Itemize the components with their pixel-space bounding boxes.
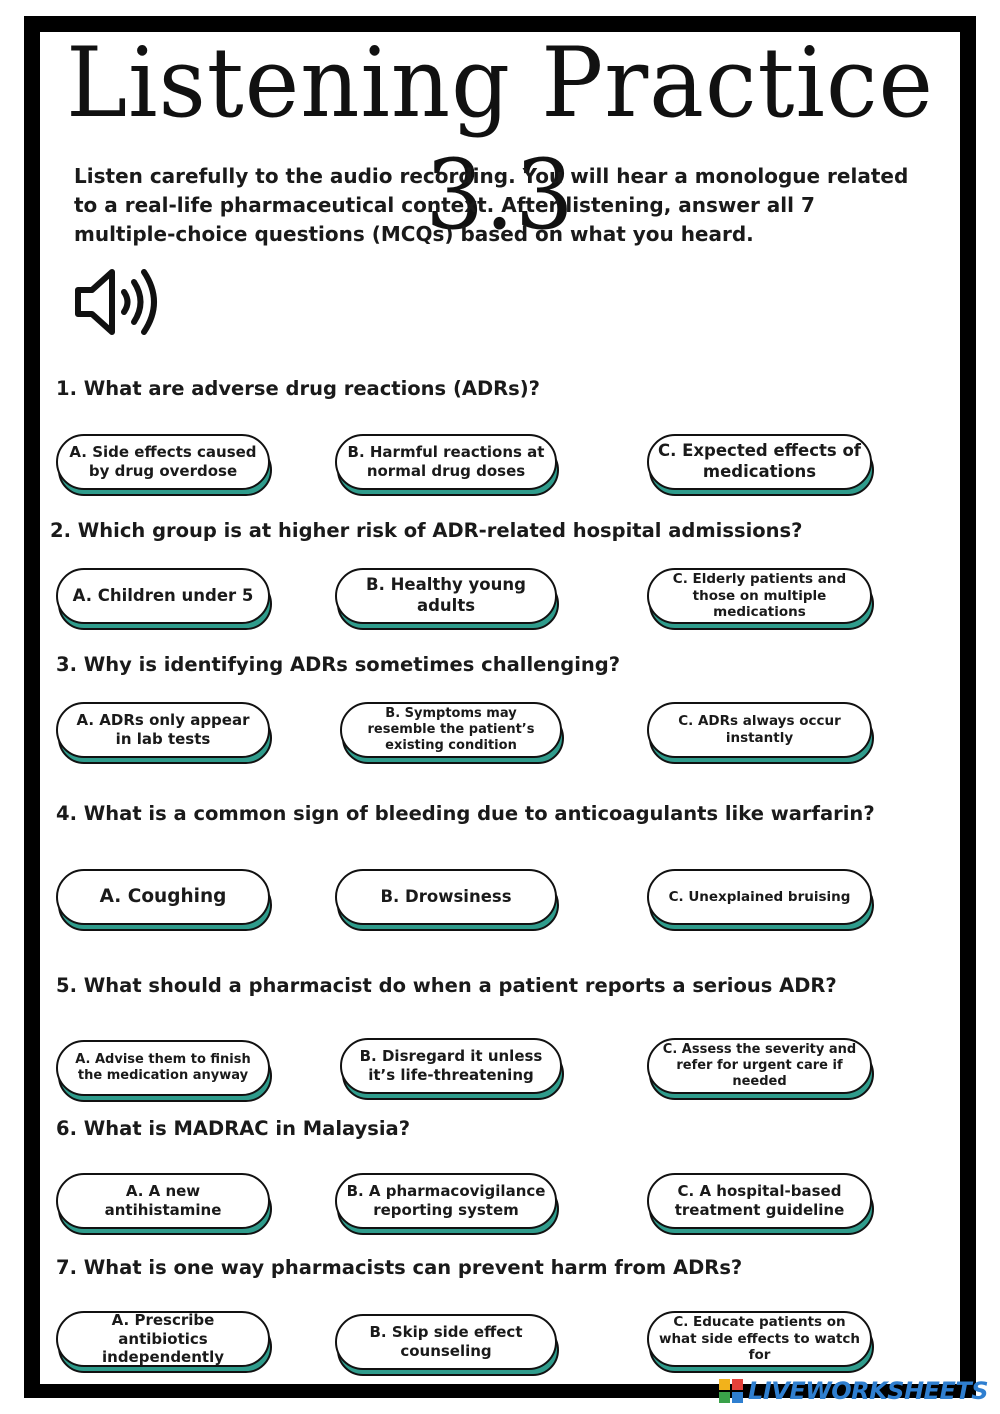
q4-option-b[interactable]: B. Drowsiness [335, 869, 557, 925]
q6-option-b[interactable]: B. A pharmacovigilance reporting system [335, 1173, 557, 1229]
q2-option-b[interactable]: B. Healthy young adults [335, 568, 557, 624]
liveworksheets-logo-icon [718, 1378, 744, 1404]
q7-option-b[interactable]: B. Skip side effect counseling [335, 1314, 557, 1370]
question-7: 7. What is one way pharmacists can prevent harm from ADRs? [56, 1256, 743, 1279]
q2-option-a[interactable]: A. Children under 5 [56, 568, 270, 624]
q1-option-c[interactable]: C. Expected effects of medications [647, 434, 872, 490]
question-6: 6. What is MADRAC in Malaysia? [56, 1117, 411, 1140]
q6-option-c[interactable]: C. A hospital-based treatment guideline [647, 1173, 872, 1229]
q5-option-b[interactable]: B. Disregard it unless it’s life-threatening [340, 1038, 562, 1094]
q6-option-a[interactable]: A. A new antihistamine [56, 1173, 270, 1229]
q3-option-c[interactable]: C. ADRs always occur instantly [647, 702, 872, 758]
question-1: 1. What are adverse drug reactions (ADRs)? [56, 377, 540, 400]
question-4: 4. What is a common sign of bleeding due to anticoagulants like warfarin? [56, 802, 875, 825]
q7-option-a[interactable]: A. Prescribe antibiotics independently [56, 1311, 270, 1367]
q5-option-c[interactable]: C. Assess the severity and refer for urgent care if needed [647, 1038, 872, 1094]
instructions: Listen carefully to the audio recording. You will hear a monologue related to a real-life pharmaceutical context. After listening, answer all 7 multiple-choice questions (MCQs) based on what you heard. [74, 164, 909, 246]
q4-option-a[interactable]: A. Coughing [56, 869, 270, 925]
q2-option-c[interactable]: C. Elderly patients and those on multiple medications [647, 568, 872, 624]
question-3: 3. Why is identifying ADRs sometimes challenging? [56, 653, 621, 676]
page-title: Listening Practice 3.3 [66, 26, 934, 252]
q7-option-c[interactable]: C. Educate patients on what side effects to watch for [647, 1311, 872, 1367]
q5-option-a[interactable]: A. Advise them to finish the medication anyway [56, 1040, 270, 1096]
q1-option-b[interactable]: B. Harmful reactions at normal drug doses [335, 434, 557, 490]
question-2: 2. Which group is at higher risk of ADR-related hospital admissions? [50, 519, 803, 542]
q3-option-b[interactable]: B. Symptoms may resemble the patient’s existing condition [340, 702, 562, 758]
logo-text: LIVEWORKSHEETS [748, 1377, 988, 1405]
q4-option-c[interactable]: C. Unexplained bruising [647, 869, 872, 925]
q3-option-a[interactable]: A. ADRs only appear in lab tests [56, 702, 270, 758]
question-5: 5. What should a pharmacist do when a patient reports a serious ADR? [56, 974, 837, 997]
liveworksheets-logo [718, 1376, 988, 1406]
audio-speaker-icon[interactable] [74, 264, 160, 340]
q1-option-a[interactable]: A. Side effects caused by drug overdose [56, 434, 270, 490]
